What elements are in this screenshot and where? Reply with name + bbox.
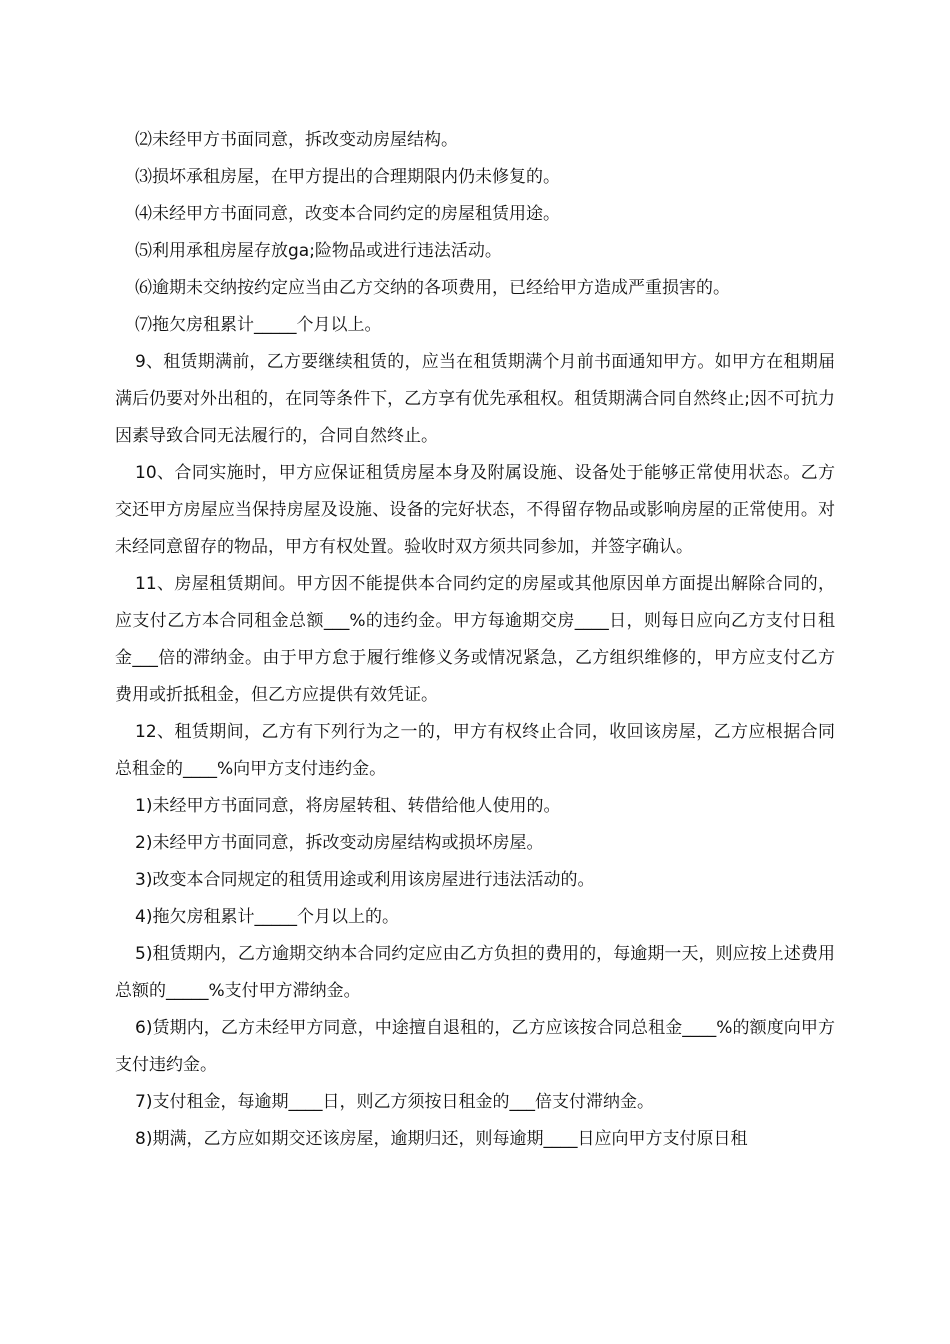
clause-12-item-5: 5)租赁期内，乙方逾期交纳本合同约定应由乙方负担的费用的，每逾期一天，则应按上述费用总额的_____%支付甲方滞纳金。 xyxy=(115,944,835,1001)
clause-12-item-3: 3)改变本合同规定的租赁用途或利用该房屋进行违法活动的。 xyxy=(135,870,595,890)
clause-9: 9、租赁期满前，乙方要继续租赁的，应当在租赁期满个月前书面通知甲方。如甲方在租期届满后仍要对外出租的，在同等条件下，乙方享有优先承租权。租赁期满合同自然终止;因不可抗力因素导致合同无法履行的，合同自然终止。 xyxy=(115,352,835,446)
clause-12-item-6: 6)赁期内，乙方未经甲方同意，中途擅自退租的，乙方应该按合同总租金____%的额度向甲方支付违约金。 xyxy=(115,1018,835,1075)
clause-12-item-1: 1)未经甲方书面同意，将房屋转租、转借给他人使用的。 xyxy=(135,796,561,816)
document-body xyxy=(115,122,835,1158)
clause-11: 11、房屋租赁期间。甲方因不能提供本合同约定的房屋或其他原因单方面提出解除合同的，应支付乙方本合同租金总额___%的违约金。甲方每逾期交房____日，则每日应向乙方支付日租金___倍的滞纳金。由于甲方怠于履行维修义务或情况紧急，乙方组织维修的，甲方应支付乙方费用或折抵租金，但乙方应提供有效凭证。 xyxy=(115,574,835,705)
clause-10: 10、合同实施时，甲方应保证租赁房屋本身及附属设施、设备处于能够正常使用状态。乙方交还甲方房屋应当保持房屋及设施、设备的完好状态，不得留存物品或影响房屋的正常使用。对未经同意留存的物品，甲方有权处置。验收时双方须共同参加，并签字确认。 xyxy=(115,463,835,557)
clause-item-2: ⑵未经甲方书面同意，拆改变动房屋结构。 xyxy=(135,130,458,150)
clause-12-item-4: 4)拖欠房租累计_____个月以上的。 xyxy=(135,907,399,927)
clause-12-item-7: 7)支付租金，每逾期____日，则乙方须按日租金的___倍支付滞纳金。 xyxy=(135,1092,654,1112)
clause-12-item-2: 2)未经甲方书面同意，拆改变动房屋结构或损坏房屋。 xyxy=(135,833,544,853)
clause-item-7: ⑺拖欠房租累计_____个月以上。 xyxy=(135,315,382,335)
clause-item-6: ⑹逾期未交纳按约定应当由乙方交纳的各项费用，已经给甲方造成严重损害的。 xyxy=(135,278,730,298)
clause-item-4: ⑷未经甲方书面同意，改变本合同约定的房屋租赁用途。 xyxy=(135,204,560,224)
clause-12: 12、租赁期间，乙方有下列行为之一的，甲方有权终止合同，收回该房屋，乙方应根据合同总租金的____%向甲方支付违约金。 xyxy=(115,722,835,779)
clause-item-3: ⑶损坏承租房屋，在甲方提出的合理期限内仍未修复的。 xyxy=(135,167,560,187)
clause-12-item-8: 8)期满，乙方应如期交还该房屋，逾期归还，则每逾期____日应向甲方支付原日租 xyxy=(135,1129,748,1149)
clause-item-5: ⑸利用承租房屋存放ga;险物品或进行违法活动。 xyxy=(135,241,502,261)
